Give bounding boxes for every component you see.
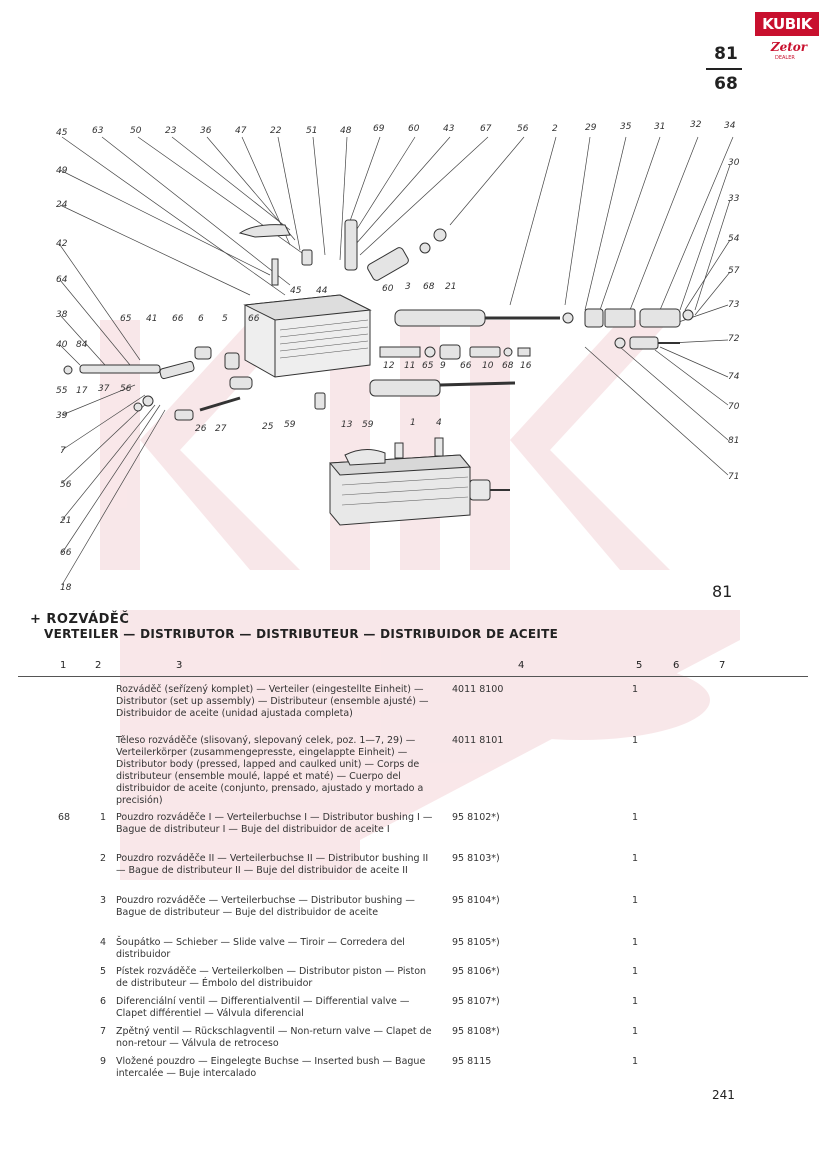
callout-label: 54 — [728, 234, 740, 244]
callout-label: 25 — [262, 422, 274, 432]
callout-label: 23 — [165, 126, 177, 136]
row-part-number: 95 8108*) — [452, 1026, 500, 1037]
callout-label: 11 — [404, 361, 416, 371]
callout-label: 68 — [502, 361, 514, 371]
callout-label: 66 — [248, 314, 260, 324]
page-footer-number: 241 — [712, 1088, 735, 1102]
callout-label: 36 — [200, 126, 212, 136]
column-header: 2 — [95, 660, 102, 671]
callout-label: 56 — [517, 124, 529, 134]
section-subtitle: VERTEILER — DISTRIBUTOR — DISTRIBUTEUR — DISTRIBUIDOR DE ACEITE — [44, 627, 559, 641]
callout-label: 13 — [341, 420, 353, 430]
row-description: Diferenciální ventil — Differentialventil — Differential valve — Clapet différentiel — Válvula diferencial — [116, 996, 410, 1019]
callout-label: 68 — [423, 282, 435, 292]
page-number-divider — [706, 68, 742, 70]
callout-label: 60 — [408, 124, 420, 134]
row-part-number: 95 8107*) — [452, 996, 500, 1007]
callout-label: 73 — [728, 300, 740, 310]
row-position: 1 — [99, 812, 106, 823]
callout-label: 35 — [620, 122, 632, 132]
callout-label: 33 — [728, 194, 740, 204]
callout-label: 4 — [436, 418, 442, 428]
column-header: 3 — [176, 660, 183, 671]
callout-label: 66 — [460, 361, 472, 371]
callout-label: 3 — [405, 282, 411, 292]
row-description: Pístek rozváděče — Verteilerkolben — Distributor piston — Piston de distributeur — Émbolo del distribuidor — [116, 966, 427, 989]
row-quantity: 1 — [632, 684, 639, 695]
callout-label: 56 — [60, 480, 72, 490]
row-description: Zpětný ventil — Rückschlagventil — Non-return valve — Clapet de non-retour — Válvula de retroceso — [116, 1026, 432, 1049]
row-position: 3 — [99, 895, 106, 906]
callout-label: 44 — [316, 286, 328, 296]
callout-label: 55 — [56, 386, 68, 396]
row-part-number: 4011 8100 — [452, 684, 504, 695]
row-quantity: 1 — [632, 1056, 639, 1067]
column-header: 6 — [673, 660, 680, 671]
column-header: 5 — [636, 660, 643, 671]
row-description: Pouzdro rozváděče I — Verteilerbuchse I — Distributor bushing I — Bague de distributeur I — Buje del distribuidor de aceite I — [116, 812, 433, 835]
callout-label: 10 — [482, 361, 494, 371]
row-quantity: 1 — [632, 853, 639, 864]
row-quantity: 1 — [632, 812, 639, 823]
callout-label: 64 — [56, 275, 68, 285]
callout-label: 71 — [728, 472, 740, 482]
callout-label: 48 — [340, 126, 352, 136]
callout-label: 65 — [120, 314, 132, 324]
row-description: Vložené pouzdro — Eingelegte Buchse — Inserted bush — Bague intercalée — Buje intercalado — [116, 1056, 426, 1079]
callout-label: 18 — [60, 583, 72, 593]
callout-label: 59 — [284, 420, 296, 430]
column-header: 4 — [518, 660, 525, 671]
page-number-top: 81 — [714, 44, 738, 64]
callout-label: 6 — [198, 314, 204, 324]
callout-label: 49 — [56, 166, 68, 176]
callout-label: 34 — [724, 121, 736, 131]
row-quantity: 1 — [632, 996, 639, 1007]
callout-label: 30 — [728, 158, 740, 168]
row-position: 2 — [99, 853, 106, 864]
callout-label: 41 — [146, 314, 158, 324]
row-quantity: 1 — [632, 895, 639, 906]
row-position: 4 — [99, 937, 106, 948]
callout-label: 66 — [172, 314, 184, 324]
callout-label: 63 — [92, 126, 104, 136]
callout-label: 29 — [585, 123, 597, 133]
callout-label: 59 — [362, 420, 374, 430]
callout-label: 1 — [410, 418, 416, 428]
callout-label: 37 — [98, 384, 110, 394]
callout-label: 66 — [60, 548, 72, 558]
row-position: 5 — [99, 966, 106, 977]
logo-brand: KUBIK — [755, 12, 819, 36]
callout-label: 70 — [728, 402, 740, 412]
callout-label: 31 — [654, 122, 666, 132]
row-description: Pouzdro rozváděče II — Verteilerbuchse II — Distributor bushing II — Bague de distributeur II — Buje del distribuidor de aceite II — [116, 853, 429, 876]
callout-label: 12 — [383, 361, 395, 371]
callout-label: 45 — [56, 128, 68, 138]
row-part-number: 95 8115 — [452, 1056, 492, 1067]
callout-label: 17 — [76, 386, 88, 396]
row-part-number: 95 8106*) — [452, 966, 500, 977]
callout-label: 42 — [56, 239, 68, 249]
header-divider — [18, 676, 808, 677]
section-title: + ROZVÁDĚČ — [30, 612, 130, 627]
row-position: 6 — [99, 996, 106, 1007]
callout-label: 65 — [422, 361, 434, 371]
brand-logo — [755, 12, 819, 62]
callout-label: 69 — [373, 124, 385, 134]
row-description: Pouzdro rozváděče — Verteilerbuchse — Distributor bushing — Bague de distributeur — Buje del distribuidor de aceite — [116, 895, 415, 918]
callout-label: 67 — [480, 124, 492, 134]
row-position: 9 — [99, 1056, 106, 1067]
row-description: Šoupátko — Schieber — Slide valve — Tiroir — Corredera del distribuidor — [116, 937, 405, 960]
row-quantity: 1 — [632, 735, 639, 746]
callout-label: 40 — [56, 340, 68, 350]
column-header: 1 — [60, 660, 67, 671]
row-quantity: 1 — [632, 966, 639, 977]
callout-label: 81 — [728, 436, 740, 446]
parts-diagram — [40, 115, 760, 595]
figure-number: 81 — [712, 582, 733, 601]
row-quantity: 1 — [632, 937, 639, 948]
callout-label: 7 — [60, 446, 66, 456]
callout-label: 47 — [235, 126, 247, 136]
column-header: 7 — [719, 660, 726, 671]
callout-label: 38 — [56, 310, 68, 320]
row-figure: 68 — [58, 812, 71, 823]
callout-label: 26 — [195, 424, 207, 434]
callout-label: 2 — [552, 124, 558, 134]
row-quantity: 1 — [632, 1026, 639, 1037]
callout-label: 84 — [76, 340, 88, 350]
callout-label: 43 — [443, 124, 455, 134]
row-part-number: 95 8103*) — [452, 853, 500, 864]
row-position: 7 — [99, 1026, 106, 1037]
row-part-number: 95 8102*) — [452, 812, 500, 823]
callout-label: 32 — [690, 120, 702, 130]
callout-label: 27 — [215, 424, 227, 434]
callout-label: 21 — [60, 516, 72, 526]
callout-label: 24 — [56, 200, 68, 210]
logo-sub: Zetor — [770, 40, 808, 54]
row-description: Rozváděč (seřízený komplet) — Verteiler (eingestellte Einheit) — Distributor (set up assembly) — Distributeur (ensemble ajusté) — Distribuidor de aceite (unidad ajustada completa) — [116, 684, 429, 719]
callout-label: 5 — [222, 314, 228, 324]
row-description: Těleso rozváděče (slisovaný, slepovaný celek, poz. 1—7, 29) — Verteilerkörper (zusammengepresste, eingelappte Einheit) — Distributor body (pressed, lapped and caulked unit) — Corps de distributeur (ensemble moulé, lappé et maté) — Cuerpo del distribuidor de aceite (conjunto, prensado, ajustado y mortado a precisión) — [116, 735, 424, 806]
callout-label: 22 — [270, 126, 282, 136]
callout-label: 74 — [728, 372, 740, 382]
callout-label: 9 — [440, 361, 446, 371]
callout-label: 45 — [290, 286, 302, 296]
callout-label: 50 — [130, 126, 142, 136]
callout-label: 72 — [728, 334, 740, 344]
callout-label: 39 — [56, 411, 68, 421]
callout-label: 56 — [120, 384, 132, 394]
callout-label: 16 — [520, 361, 532, 371]
callout-label: 60 — [382, 284, 394, 294]
callout-label: 57 — [728, 266, 740, 276]
callout-label: 51 — [306, 126, 318, 136]
row-part-number: 95 8104*) — [452, 895, 500, 906]
row-part-number: 4011 8101 — [452, 735, 504, 746]
callout-label: 21 — [445, 282, 457, 292]
logo-tiny: DEALER — [775, 55, 795, 61]
row-part-number: 95 8105*) — [452, 937, 500, 948]
page-number-bottom: 68 — [714, 74, 738, 94]
